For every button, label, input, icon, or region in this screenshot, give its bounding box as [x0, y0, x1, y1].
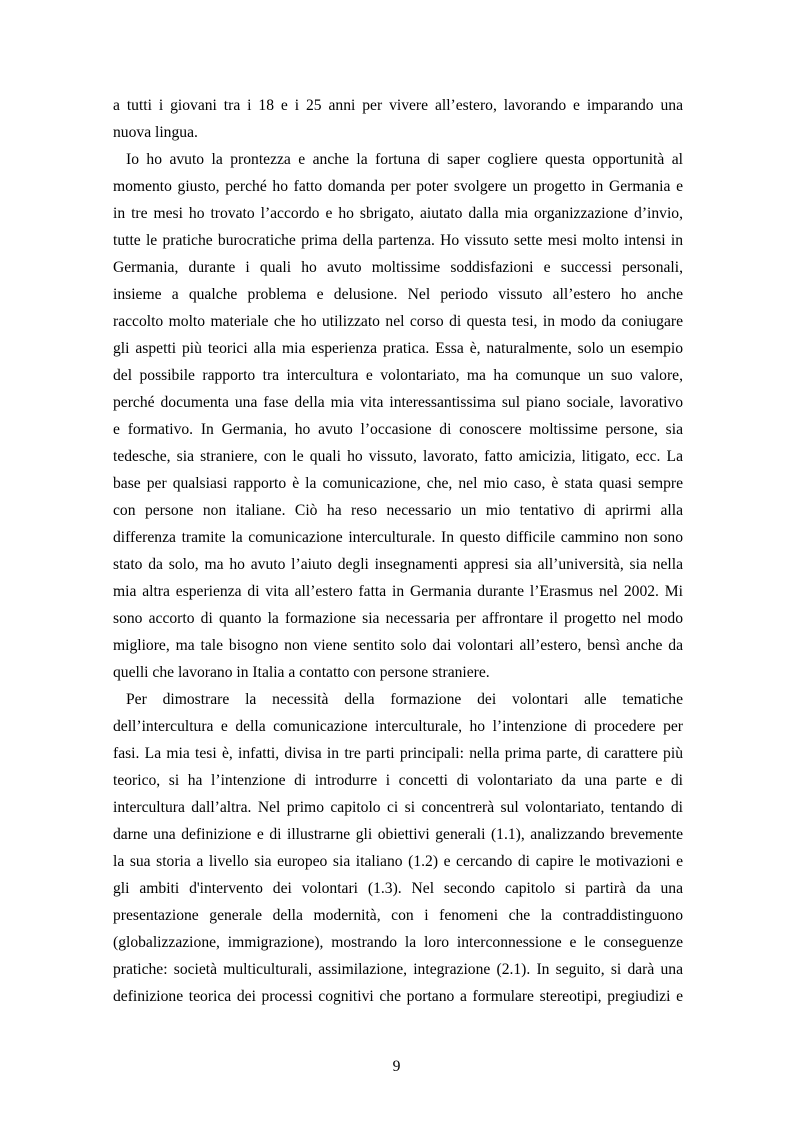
text-line: Germania, durante i quali ho avuto moltissime soddisfazioni e successi personali,	[113, 259, 683, 276]
text-line: (globalizzazione, immigrazione), mostrando la loro interconnessione e le conseguenze	[113, 934, 683, 951]
text-line: sono accorto di quanto la formazione sia necessaria per affrontare il progetto nel modo	[113, 610, 683, 627]
text-line: fasi. La mia tesi è, infatti, divisa in tre parti principali: nella prima parte, di carattere più	[113, 745, 683, 762]
page-number: 9	[392, 1058, 401, 1075]
text-line: Io ho avuto la prontezza e anche la fortuna di saper cogliere questa opportunità al	[126, 151, 683, 168]
text-line: definizione teorica dei processi cognitivi che portano a formulare stereotipi, pregiudizi e	[113, 988, 683, 1005]
text-line: tedesche, sia straniere, con le quali ho vissuto, lavorato, fatto amicizia, litigato, ecc. La	[113, 448, 683, 465]
text-line: momento giusto, perché ho fatto domanda per poter svolgere un progetto in Germania e	[113, 178, 683, 195]
text-line: a tutti i giovani tra i 18 e i 25 anni per vivere all’estero, lavorando e imparando una	[113, 97, 683, 114]
text-line: con persone non italiane. Ciò ha reso necessario un mio tentativo di aprirmi alla	[113, 502, 683, 519]
text-line: perché documenta una fase della mia vita interessantissima sul piano sociale, lavorativo	[113, 394, 683, 411]
text-line: mia altra esperienza di vita all’estero fatta in Germania durante l’Erasmus nel 2002. Mi	[113, 583, 683, 600]
text-line: migliore, ma tale bisogno non viene sentito solo dai volontari all’estero, bensì anche da	[113, 637, 683, 654]
text-line: stato da solo, ma ho avuto l’aiuto degli insegnamenti appresi sia all’università, sia nella	[113, 556, 683, 573]
text-line: base per qualsiasi rapporto è la comunicazione, che, nel mio caso, è stata quasi sempre	[113, 475, 683, 492]
text-line: darne una definizione e di illustrarne gli obiettivi generali (1.1), analizzando brevemente	[113, 826, 683, 843]
text-line: gli aspetti più teorici alla mia esperienza pratica. Essa è, naturalmente, solo un esempio	[113, 340, 683, 357]
text-line: tutte le pratiche burocratiche prima della partenza. Ho vissuto sette mesi molto intensi in	[113, 232, 683, 249]
text-line: in tre mesi ho trovato l’accordo e ho sbrigato, aiutato dalla mia organizzazione d’invio,	[113, 205, 683, 222]
text-line: presentazione generale della modernità, con i fenomeni che la contraddistinguono	[113, 907, 683, 924]
text-line: insieme a qualche problema e delusione. Nel periodo vissuto all’estero ho anche	[113, 286, 683, 303]
text-line: la sua storia a livello sia europeo sia italiano (1.2) e cercando di capire le motivazioni e	[113, 853, 683, 870]
text-line: Per dimostrare la necessità della formazione dei volontari alle tematiche	[126, 691, 683, 708]
text-line: pratiche: società multiculturali, assimilazione, integrazione (2.1). In seguito, si darà una	[113, 961, 683, 978]
text-line: intercultura dall’altra. Nel primo capitolo ci si concentrerà sul volontariato, tentando di	[113, 799, 683, 816]
text-line: quelli che lavorano in Italia a contatto con persone straniere.	[113, 664, 490, 681]
text-line: nuova lingua.	[113, 124, 198, 141]
text-line: raccolto molto materiale che ho utilizzato nel corso di questa tesi, in modo da coniugare	[113, 313, 683, 330]
text-line: e formativo. In Germania, ho avuto l’occasione di conoscere moltissime persone, sia	[113, 421, 683, 438]
text-line: teorico, si ha l’intenzione di introdurre i concetti di volontariato da una parte e di	[113, 772, 683, 789]
text-line: dell’intercultura e della comunicazione interculturale, ho l’intenzione di procedere per	[113, 718, 683, 735]
text-line: differenza tramite la comunicazione interculturale. In questo difficile cammino non sono	[113, 529, 683, 546]
text-line: del possibile rapporto tra intercultura e volontariato, ma ha comunque un suo valore,	[113, 367, 683, 384]
text-line: gli ambiti d'intervento dei volontari (1.3). Nel secondo capitolo si partirà da una	[113, 880, 683, 897]
